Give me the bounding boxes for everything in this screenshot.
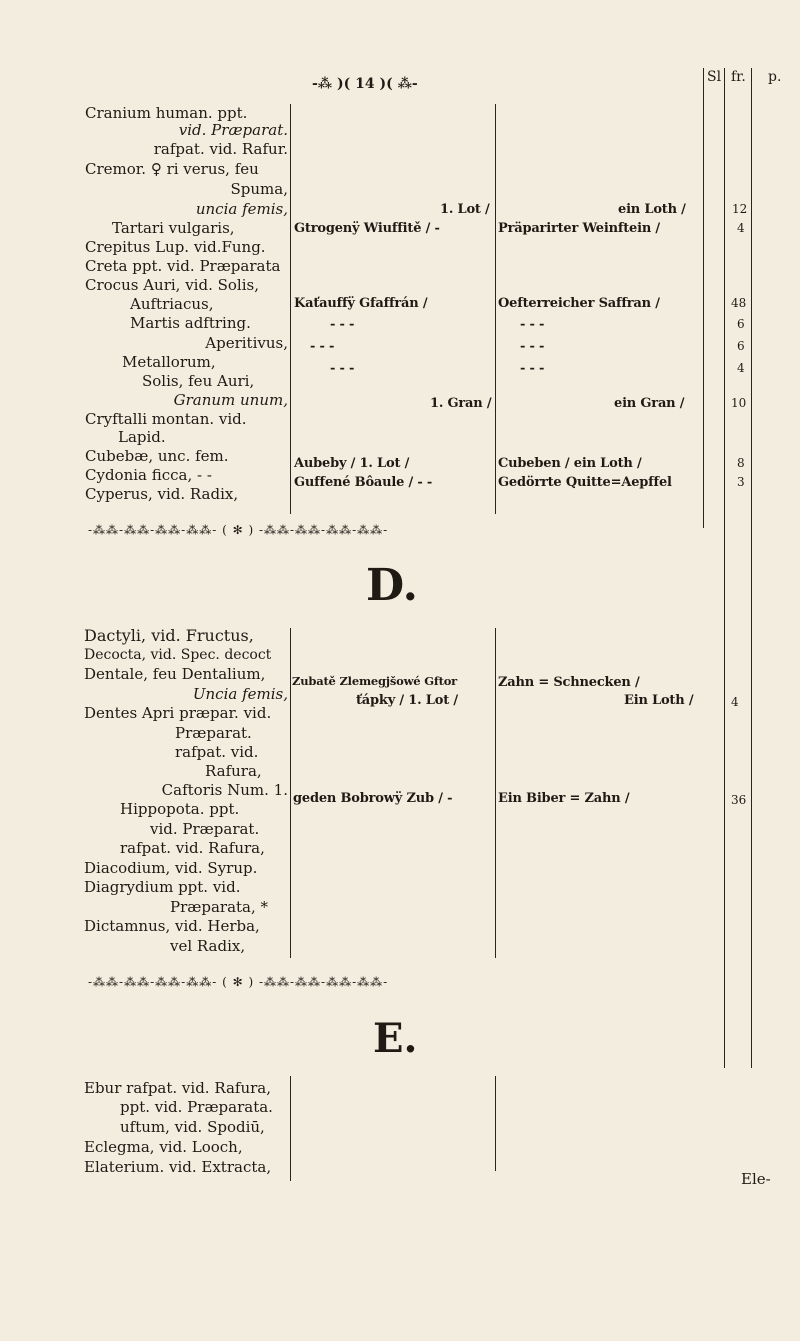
column-rule: [290, 104, 291, 514]
latin-entry: Auftriacus,: [130, 295, 214, 313]
latin-entry: Aperitivus,: [205, 334, 288, 352]
latin-entry: Creta ppt. vid. Præparata: [85, 257, 281, 275]
latin-entry: Cubebæ, unc. fem.: [85, 447, 229, 465]
latin-entry: Dactyli, vid. Fructus,: [84, 626, 254, 645]
latin-entry: Solis, feu Auri,: [142, 372, 255, 390]
latin-entry: Ebur rafpat. vid. Rafura,: [84, 1079, 272, 1097]
latin-entry: rafpat. vid. Rafura,: [120, 839, 265, 857]
czech-entry: Zubatě Zlemegjšowé Gftor: [292, 674, 458, 688]
price-value: 3: [737, 475, 745, 489]
latin-entry: rafpat. vid. Rafur.: [153, 140, 288, 158]
price-value: 4: [737, 221, 745, 235]
latin-entry: vid. Præparat.: [178, 121, 288, 139]
latin-entry: uftum, vid. Spodiū,: [120, 1118, 265, 1136]
german-entry: - - -: [520, 317, 545, 332]
german-entry: Cubeben / ein Loth /: [498, 456, 642, 471]
price-value: 4: [737, 361, 745, 375]
section-letter-d: D.: [366, 560, 418, 611]
catchword: Ele-: [741, 1170, 771, 1188]
german-entry: - - -: [520, 361, 545, 376]
column-head-p: p.: [768, 69, 782, 85]
column-rule: [495, 1076, 496, 1171]
german-entry: Ein Biber = Zahn /: [498, 791, 630, 806]
latin-entry: Elaterium. vid. Extracta,: [84, 1158, 272, 1176]
column-rule: [495, 104, 496, 514]
column-head-sl: Sl: [707, 69, 722, 85]
latin-entry: vel Radix,: [170, 937, 246, 955]
latin-entry: Martis adftring.: [130, 314, 251, 332]
czech-entry: ťápky / 1. Lot /: [356, 693, 458, 708]
latin-entry: Cranium human. ppt.: [85, 104, 248, 122]
latin-entry: Caftoris Num. 1.: [161, 781, 288, 799]
latin-entry: Diacodium, vid. Syrup.: [84, 859, 258, 877]
german-entry: Gedörrte Quitte=Aepffel: [498, 475, 672, 490]
price-value: 48: [731, 296, 747, 310]
latin-entry: Dentes Apri præpar. vid.: [84, 704, 272, 722]
german-entry: ein Gran /: [614, 396, 685, 411]
price-column-rule: [703, 68, 704, 528]
latin-entry: Lapid.: [118, 428, 166, 446]
price-value: 10: [731, 396, 747, 410]
latin-entry: Eclegma, vid. Looch,: [84, 1138, 243, 1156]
latin-entry: Hippopota. ppt.: [120, 800, 240, 818]
latin-entry: Diagrydium ppt. vid.: [84, 878, 241, 896]
latin-entry: Decocta, vid. Spec. decoct: [84, 647, 272, 663]
price-value: 36: [731, 793, 747, 807]
german-entry: - - -: [520, 339, 545, 354]
czech-entry: Aubeby / 1. Lot /: [294, 456, 410, 471]
price-value: 12: [732, 202, 748, 216]
section-letter-e: E.: [373, 1015, 418, 1062]
german-entry: Präparirter Weinftein /: [498, 221, 660, 236]
czech-entry: Kaťauffÿ Gfaffrán /: [294, 296, 428, 311]
column-rule: [290, 1076, 291, 1181]
german-entry: Ein Loth /: [624, 693, 694, 708]
ornamental-divider: -⁂⁂-⁂⁂-⁂⁂-⁂⁂- ( ✻ ) -⁂⁂-⁂⁂-⁂⁂-⁂⁂-: [88, 523, 389, 537]
price-column-rule: [751, 68, 752, 1068]
column-rule: [290, 628, 291, 958]
price-value: 4: [731, 695, 739, 709]
latin-entry: Crocus Auri, vid. Solis,: [85, 276, 259, 294]
latin-entry: Cyperus, vid. Radix,: [85, 485, 239, 503]
latin-entry: uncia femis,: [195, 200, 288, 218]
latin-entry: Granum unum,: [173, 391, 288, 409]
latin-entry: Metallorum,: [122, 353, 216, 371]
german-entry: ein Loth /: [618, 202, 686, 217]
price-value: 8: [737, 456, 745, 470]
czech-entry: - - -: [310, 339, 335, 354]
price-column-rule: [724, 68, 725, 1068]
page-number-header: -⁂ )( 14 )( ⁂-: [312, 76, 418, 92]
german-entry: Zahn = Schnecken /: [498, 675, 640, 690]
price-value: 6: [737, 317, 745, 331]
latin-entry: Præparata, *: [170, 898, 269, 916]
czech-entry: - - -: [330, 317, 355, 332]
latin-entry: Cremor. ♀ ri verus, feu: [85, 160, 259, 178]
latin-entry: Rafura,: [205, 762, 262, 780]
latin-entry: ppt. vid. Præparata.: [120, 1098, 273, 1116]
czech-entry: - - -: [330, 361, 355, 376]
latin-entry: Cydonia ficca, - -: [85, 466, 212, 484]
czech-entry: Gtrogenÿ Wiuffitě / -: [294, 221, 440, 236]
latin-entry: Præparat.: [175, 724, 252, 742]
latin-entry: Spuma,: [230, 180, 288, 198]
czech-entry: 1. Lot /: [440, 202, 490, 217]
latin-entry: rafpat. vid.: [175, 743, 259, 761]
latin-entry: Crepitus Lup. vid.Fung.: [85, 238, 266, 256]
latin-entry: Uncia femis,: [192, 685, 288, 703]
latin-entry: Tartari vulgaris,: [112, 219, 235, 237]
latin-entry: Cryftalli montan. vid.: [85, 410, 247, 428]
ornamental-divider: -⁂⁂-⁂⁂-⁂⁂-⁂⁂- ( ✻ ) -⁂⁂-⁂⁂-⁂⁂-⁂⁂-: [88, 975, 389, 989]
latin-entry: Dictamnus, vid. Herba,: [84, 917, 260, 935]
czech-entry: 1. Gran /: [430, 396, 492, 411]
latin-entry: Dentale, feu Dentalium,: [84, 665, 266, 683]
column-head-fr: fr.: [731, 69, 746, 85]
column-rule: [495, 628, 496, 958]
price-value: 6: [737, 339, 745, 353]
czech-entry: Guffené Bôaule / - -: [294, 475, 433, 490]
german-entry: Oefterreicher Saffran /: [498, 296, 660, 311]
czech-entry: geden Bobrowÿ Zub / -: [293, 791, 453, 806]
latin-entry: vid. Præparat.: [150, 820, 260, 838]
